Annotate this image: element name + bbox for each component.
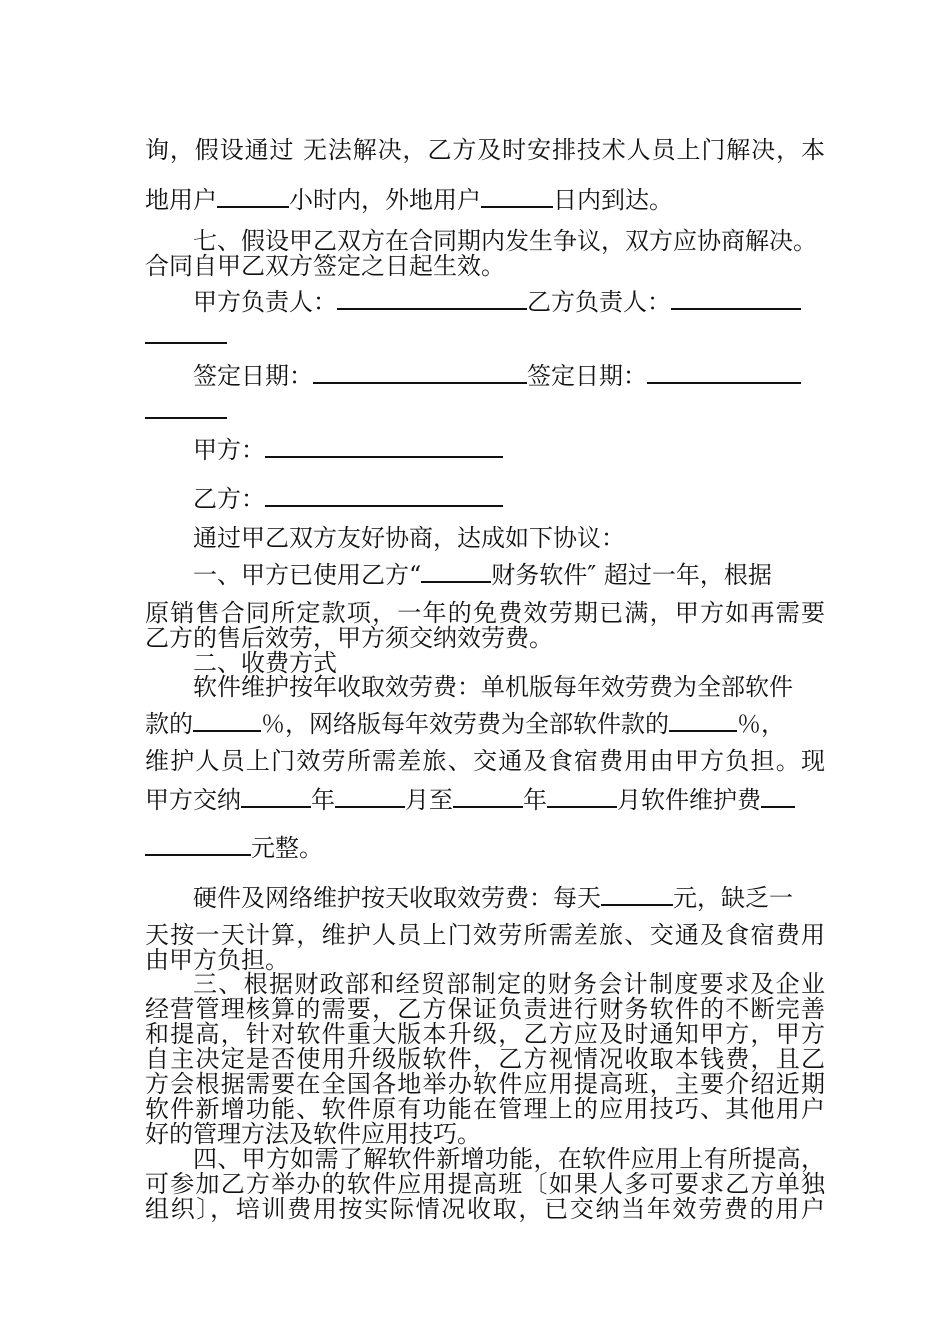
text: 地用户 [145, 186, 217, 214]
party-a-line [193, 436, 825, 463]
text-line [145, 1046, 825, 1072]
text: 日内到达。 [553, 186, 673, 214]
text: 硬件及网络维护按天收取效劳费：每天 [193, 884, 601, 912]
text: 询，假设通过 无法解决，乙方及时安排技术人员上门解决，本 [145, 136, 825, 164]
text: 天按一天计算，维护人员上门效劳所需差旅、交通及食宿费用 [145, 921, 825, 949]
text-line [193, 561, 825, 588]
text: 二、收费方式 [193, 649, 337, 677]
text: 甲方负责人： [193, 288, 337, 316]
text: 乙方的售后效劳，甲方须交纳效劳费。 [145, 624, 553, 652]
blank-line [601, 884, 673, 906]
blank-line [671, 288, 801, 310]
text-line [193, 674, 825, 700]
text: 组织〕，培训费用按实际情况收取，已交纳当年效劳费的用户 [145, 1195, 825, 1223]
text: 甲方： [193, 436, 265, 464]
text: 乙方： [193, 485, 265, 513]
blank-line [421, 561, 491, 583]
text: 软件维护按年收取效劳费：单机版每年效劳费为全部软件 [193, 673, 793, 701]
text: 七、假设甲乙双方在合同期内发生争议，双方应协商解决。 [193, 227, 817, 255]
text-line [145, 1196, 825, 1222]
text-line [193, 884, 825, 911]
text: 维护人员上门效劳所需差旅、交通及食宿费用由甲方负担。现 [145, 747, 825, 775]
text: 年 [311, 786, 335, 814]
text-line [193, 1146, 825, 1172]
text-line [145, 710, 825, 737]
text-line [145, 600, 825, 626]
text: 财务软件″ 超过一年，根据 [491, 561, 772, 589]
text-line [145, 996, 825, 1022]
blank-line [313, 362, 527, 384]
text: 元，缺乏一 [673, 884, 793, 912]
text-line [145, 625, 825, 651]
text-line [145, 1021, 825, 1047]
text: 签定日期： [527, 362, 647, 390]
party-b-line [193, 485, 825, 512]
blank-line [217, 186, 289, 208]
text-line [193, 971, 825, 997]
text: 由甲方负担。 [145, 946, 289, 974]
text-line [145, 786, 825, 813]
text-line [145, 1121, 825, 1147]
blank-line [337, 288, 527, 310]
blank-line [453, 786, 523, 808]
text: 月至 [405, 786, 453, 814]
text: 原销售合同所定款项，一年的免费效劳期已满，甲方如再需要 [145, 599, 825, 627]
blank-line [547, 786, 617, 808]
text: 款的 [145, 710, 193, 738]
blank-line [241, 786, 311, 808]
text-line [145, 922, 825, 948]
text: ％， [737, 710, 785, 738]
date-line [145, 397, 825, 424]
blank-line [335, 786, 405, 808]
text: 小时内，外地用户 [289, 186, 481, 214]
text: 通过甲乙双方友好协商，达成如下协议： [193, 524, 625, 552]
blank-line [647, 362, 801, 384]
blank-line [761, 786, 795, 808]
signature-line [193, 288, 825, 315]
text-line [145, 834, 825, 861]
blank-line [669, 710, 737, 732]
text: 方会根据需要在全国各地举办软件应用提高班，主要介绍近期 [145, 1070, 825, 1098]
date-line [193, 362, 825, 389]
text: 经营管理核算的需要，乙方保证负责进行财务软件的不断完善 [145, 995, 825, 1023]
text-line [193, 525, 825, 551]
text: 好的管理方法及软件应用技巧。 [145, 1120, 481, 1148]
text: 四、甲方如需了解软件新增功能，在软件应用上有所提高， [193, 1145, 825, 1173]
text: 甲方交纳 [145, 786, 241, 814]
text-line [145, 1096, 825, 1122]
text: 合同自甲乙双方签定之日起生效。 [145, 252, 505, 280]
text-line [145, 137, 825, 163]
text-line [145, 748, 825, 774]
text: ％，网络版每年效劳费为全部软件款的 [261, 710, 669, 738]
blank-line [145, 834, 251, 856]
text: 一、甲方已使用乙方“ [193, 561, 422, 589]
text: 年 [523, 786, 547, 814]
blank-line [481, 186, 553, 208]
text-line [145, 1071, 825, 1097]
text: 乙方负责人： [527, 288, 671, 316]
text: 软件新增功能、软件原有功能在管理上的应用技巧、其他用户 [145, 1095, 825, 1123]
text-line [145, 1171, 825, 1197]
text-line [193, 228, 825, 254]
blank-line [265, 485, 503, 507]
text: 自主决定是否使用升级版软件，乙方视情况收取本钱费，且乙 [145, 1045, 825, 1073]
text-line [145, 186, 825, 213]
text: 三、根据财政部和经贸部制定的财务会计制度要求及企业 [193, 970, 825, 998]
blank-line [265, 436, 503, 458]
signature-line [145, 322, 825, 349]
text: 元整。 [251, 834, 323, 862]
blank-line [193, 710, 261, 732]
text-line [145, 253, 825, 279]
blank-line [145, 397, 227, 419]
text: 可参加乙方举办的软件应用提高班〔如果人多可要求乙方单独 [145, 1170, 825, 1198]
text: 和提高，针对软件重大版本升级，乙方应及时通知甲方，甲方 [145, 1020, 825, 1048]
text: 签定日期： [193, 362, 313, 390]
blank-line [145, 322, 227, 344]
text: 月软件维护费 [617, 786, 761, 814]
